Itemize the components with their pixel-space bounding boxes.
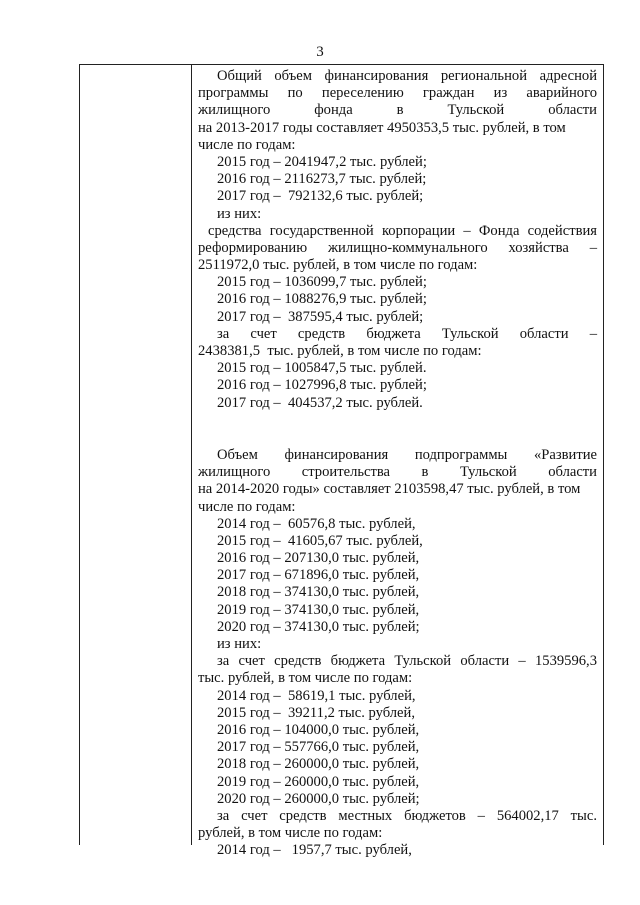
year-line: 2017 год – 671896,0 тыс. рублей, (217, 567, 420, 584)
year-line: 2015 год – 1005847,5 тыс. рублей. (217, 360, 427, 377)
text-line: реформированию жилищно-коммунального хозяйства – (198, 239, 597, 256)
year-line: 2018 год – 374130,0 тыс. рублей, (217, 584, 420, 601)
year-line: 2016 год – 2116273,7 тыс. рублей; (217, 171, 427, 188)
table-right-cell (192, 65, 603, 859)
year-line: 2014 год – 60576,8 тыс. рублей, (217, 515, 416, 532)
text-line: на 2014-2020 годы» составляет 2103598,47 тыс. рублей, в том (198, 481, 581, 498)
year-line: 2014 год – 1957,7 тыс. рублей, (217, 842, 412, 859)
year-line: 2017 год – 387595,4 тыс. рублей; (217, 308, 424, 325)
text-line: из них: (217, 636, 262, 652)
text-line: числе по годам: (198, 498, 296, 515)
text-line: за счет средств местных бюджетов – 564002,17 тыс. (217, 807, 597, 824)
year-line: 2017 год – 557766,0 тыс. рублей, (217, 739, 420, 756)
financing-table (79, 64, 604, 859)
text-line: средства государственной корпорации – Фонда содействия (208, 222, 597, 239)
text-line: 2438381,5 тыс. рублей, в том числе по годам: (198, 343, 482, 359)
table-left-cell (80, 65, 192, 845)
year-line: 2015 год – 41605,67 тыс. рублей, (217, 532, 423, 549)
financing-text (198, 68, 597, 859)
year-line: 2019 год – 260000,0 тыс. рублей, (217, 773, 420, 790)
text-line: из них: (217, 205, 262, 222)
year-line: 2019 год – 374130,0 тыс. рублей, (217, 601, 420, 618)
text-line: 2511972,0 тыс. рублей, в том числе по годам: (198, 257, 478, 274)
year-line: 2016 год – 1027996,8 тыс. рублей; (217, 377, 427, 394)
year-line: 2015 год – 39211,2 тыс. рублей, (217, 704, 415, 721)
text-line: числе по годам: (198, 136, 296, 153)
year-line: 2016 год – 1088276,9 тыс. рублей; (217, 291, 427, 308)
text-line: программы по переселению граждан из аварийного (198, 85, 597, 102)
text-line: на 2013-2017 годы составляет 4950353,5 тыс. рублей, в том (198, 119, 566, 136)
text-line: тыс. рублей, в том числе по годам: (198, 670, 413, 687)
text-line: Общий объем финансирования региональной адресной (217, 68, 597, 84)
text-line: за счет средств бюджета Тульской области – 1539596,3 (217, 653, 597, 670)
page-number: 3 (316, 44, 324, 60)
year-line: 2017 год – 404537,2 тыс. рублей. (217, 394, 423, 411)
year-line: 2016 год – 207130,0 тыс. рублей, (217, 550, 420, 567)
text-line: рублей, в том числе по годам: (198, 825, 383, 842)
year-line: 2014 год – 58619,1 тыс. рублей, (217, 687, 416, 704)
text-line: жилищного строительства в Тульской области (198, 464, 597, 481)
year-line: 2017 год – 792132,6 тыс. рублей; (217, 188, 424, 205)
year-line: 2016 год – 104000,0 тыс. рублей, (217, 721, 420, 738)
year-line: 2018 год – 260000,0 тыс. рублей, (217, 756, 420, 773)
text-line: жилищного фонда в Тульской области (198, 102, 597, 119)
year-line: 2020 год – 260000,0 тыс. рублей; (217, 790, 420, 807)
year-line: 2015 год – 2041947,2 тыс. рублей; (217, 153, 427, 170)
year-line: 2015 год – 1036099,7 тыс. рублей; (217, 274, 427, 291)
text-line: за счет средств бюджета Тульской области – (217, 325, 597, 342)
year-line: 2020 год – 374130,0 тыс. рублей; (217, 618, 420, 635)
text-line: Объем финансирования подпрограммы «Развитие (217, 446, 597, 463)
